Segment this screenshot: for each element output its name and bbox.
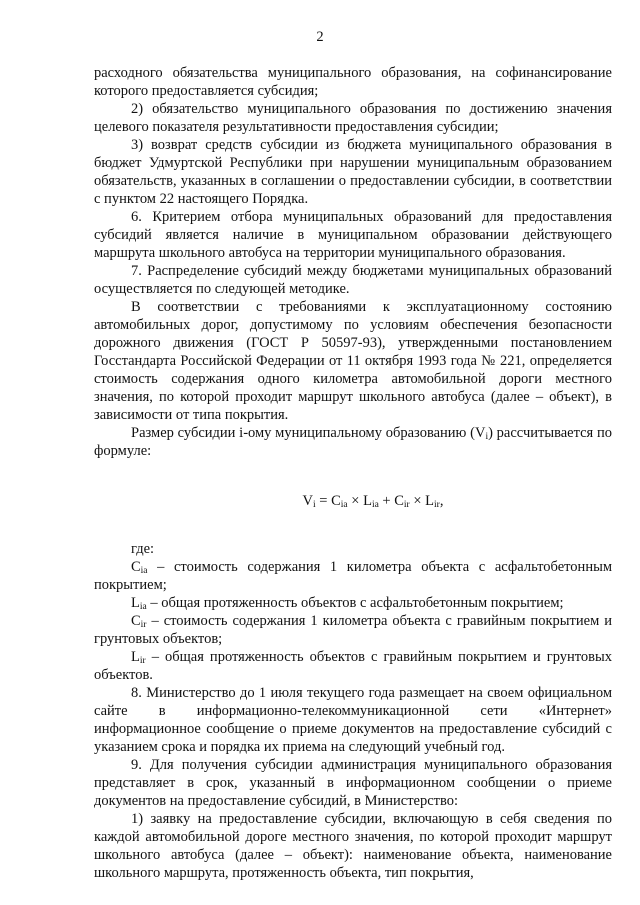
formula-l1-sub: ia — [371, 500, 379, 510]
formula-v: V — [302, 493, 314, 509]
formula-times2: × — [409, 493, 426, 509]
definition-subscript: ir — [140, 620, 147, 630]
definition-c-ir — [94, 612, 612, 648]
formula-times1: × — [347, 493, 364, 509]
definition-symbol: C — [131, 613, 141, 629]
formula-end: , — [439, 493, 444, 509]
definition-c-ia — [94, 558, 612, 594]
definition-subscript: ia — [140, 566, 148, 576]
definition-symbol: C — [131, 559, 141, 575]
definition-text: – общая протяженность объектов с гравийным покрытием и грунтовых объектов. — [94, 649, 612, 683]
paragraph-obligation-continuation: расходного обязательства муниципального образования, на софинансирование которого предоставляется субсидия; — [94, 65, 612, 99]
paragraph-subsidy-size — [94, 424, 612, 460]
subsidy-text-after: ) рассчитывается по формуле: — [94, 425, 612, 459]
definition-subscript: ia — [139, 602, 147, 612]
paragraph-6: 6. Критерием отбора муниципальных образований для предоставления субсидий является наличие в муниципальном образовании действующего маршрута школьного автобуса на территории муниципального образования. — [94, 209, 612, 261]
formula-c2: C — [394, 493, 404, 509]
definition-subscript: ir — [139, 656, 146, 666]
formula-l2: L — [425, 493, 435, 509]
formula-c1: C — [331, 493, 341, 509]
page-number: 2 — [316, 29, 324, 45]
subsidy-subscript: i — [485, 432, 489, 442]
paragraph-9: 9. Для получения субсидии администрация муниципального образования представляет в срок, указанный в информационном сообщении о приеме документов на предоставление субсидий, в Министерство: — [94, 757, 612, 809]
definition-text: – общая протяженность объектов с асфальтобетонным покрытием; — [146, 595, 564, 611]
formula — [94, 492, 612, 510]
formula-plus: + — [378, 493, 395, 509]
definition-symbol: L — [131, 649, 140, 665]
definition-l-ia — [94, 594, 612, 612]
definition-text: – стоимость содержания 1 километра объекта с асфальтобетонным покрытием; — [94, 559, 612, 593]
formula-l2-sub: ir — [434, 500, 440, 510]
paragraph-9-item-1: 1) заявку на предоставление субсидии, включающую в себя сведения по каждой автомобильной дороге местного значения, по которой проходит маршрут школьного автобуса (далее – объект): наименование объекта, наименование школьного маршрута, протяженность объекта, тип покрытия, — [94, 811, 612, 881]
definition-symbol: L — [131, 595, 140, 611]
paragraph-item-2: 2) обязательство муниципального образования по достижению значения целевого показателя результативности предоставления субсидии; — [94, 101, 612, 135]
definition-text: – стоимость содержания 1 километра объекта с гравийным покрытием и грунтовых объектов; — [94, 613, 612, 647]
paragraph-8: 8. Министерство до 1 июля текущего года размещает на своем официальном сайте в информационно-телекоммуникационной сети «Интернет» информационное сообщение о приеме документов на предоставление субсидий с указанием срока и порядка их приема на следующий учебный год. — [94, 685, 612, 755]
paragraph-gost: В соответствии с требованиями к эксплуатационному состоянию автомобильных дорог, допустимому по условиям обеспечения безопасности дорожного движения (ГОСТ Р 50597-93), утвержденными постановлением Госстандарта Российской Федерации от 11 октября 1993 года № 221, определяется стоимость содержания одного километра автомобильной дороги местного значения, по которой проходит маршрут школьного автобуса (далее – объект), в зависимости от типа покрытия. — [94, 299, 612, 423]
paragraph-7: 7. Распределение субсидий между бюджетами муниципальных образований осуществляется по следующей методике. — [94, 263, 612, 297]
subsidy-text-before: Размер субсидии i-ому муниципальному образованию (V — [131, 425, 486, 441]
where-label: где: — [131, 541, 155, 557]
formula-c1-sub: ia — [340, 500, 348, 510]
definition-l-ir — [94, 648, 612, 684]
formula-v-sub: i — [313, 500, 316, 510]
formula-eq: = — [315, 493, 332, 509]
document-body — [94, 64, 612, 882]
formula-c2-sub: ir — [403, 500, 410, 510]
formula-l1: L — [363, 493, 372, 509]
paragraph-item-3: 3) возврат средств субсидии из бюджета муниципального образования в бюджет Удмуртской Республики при нарушении муниципальным образованием обязательств, указанных в соглашении о предоставлении субсидии, в соответствии с пунктом 22 настоящего Порядка. — [94, 137, 612, 207]
